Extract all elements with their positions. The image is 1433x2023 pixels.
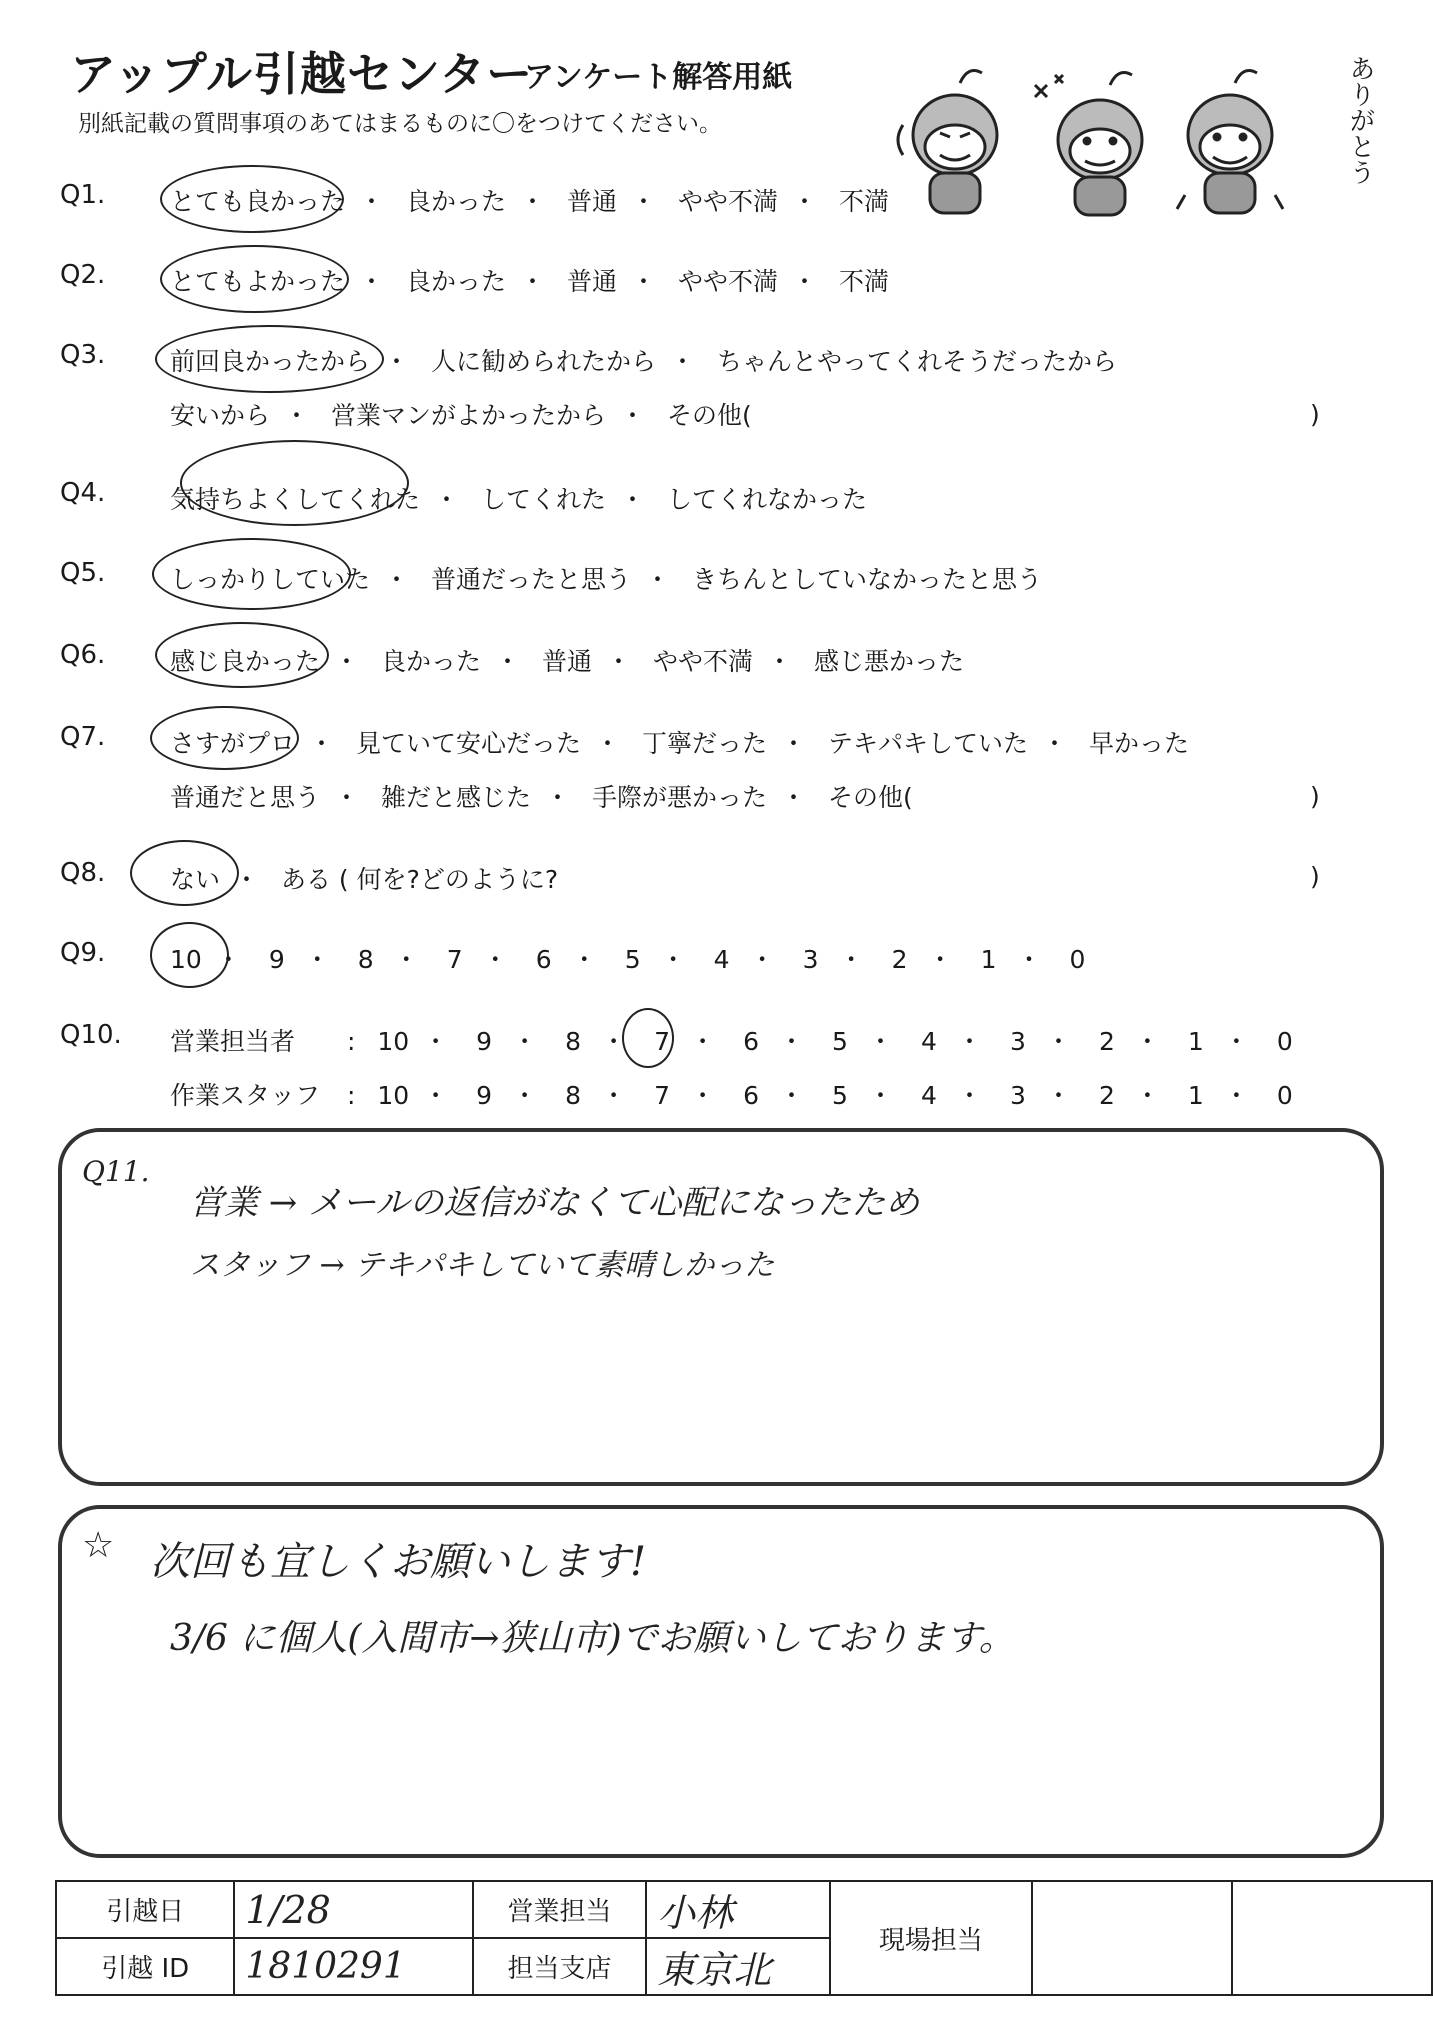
q8-label: Q8.: [60, 858, 106, 888]
q10-sales-score-1[interactable]: 1: [1187, 1027, 1204, 1056]
q9-score-10[interactable]: 10: [170, 945, 202, 974]
q6-option-1[interactable]: 感じ良かった: [170, 647, 321, 676]
q3-option-5[interactable]: 営業マンがよかったから: [330, 401, 606, 430]
q9-scale: 10 ・ 9 ・ 8 ・ 7 ・ 6 ・ 5 ・ 4 ・ 3 ・ 2 ・ 1 ・ 0: [170, 940, 1092, 976]
q2-option-1[interactable]: とてもよかった: [170, 267, 346, 296]
q7-other-close: ): [1310, 782, 1320, 811]
q9-score-6[interactable]: 6: [535, 945, 552, 974]
q3-selected-circle: [155, 325, 384, 393]
q10-sales-score-3[interactable]: 3: [1009, 1027, 1026, 1056]
q4-option-3[interactable]: してくれなかった: [666, 485, 867, 514]
q7-option-6[interactable]: 普通だと思う: [170, 783, 321, 812]
form-title: アップル引越センター: [70, 47, 534, 101]
q10-row-staff: 作業スタッフ : 10 ・ 9 ・ 8 ・ 7 ・ 6 ・ 5 ・ 4 ・ 3 ・ 2 ・ 1 ・ 0: [170, 1076, 1299, 1112]
q7-label: Q7.: [60, 722, 106, 752]
q7-option-5[interactable]: 早かった: [1088, 729, 1189, 758]
sales-rep-label: 営業担当: [473, 1881, 647, 1938]
q1-option-4[interactable]: やや不満: [677, 187, 778, 216]
q6-option-2[interactable]: 良かった: [380, 647, 481, 676]
q3-option-2[interactable]: 人に勧められたから: [430, 347, 656, 376]
q5-option-3[interactable]: きちんとしていなかったと思う: [691, 565, 1042, 594]
site-rep-cell-2[interactable]: [1232, 1881, 1432, 1995]
q9-score-1[interactable]: 1: [980, 945, 997, 974]
move-date-value[interactable]: [234, 1881, 472, 1938]
q10-row-sales: 営業担当者 : 10 ・ 9 ・ 8 ・ 7 ・ 6 ・ 5 ・ 4 ・ 3 ・ 2 ・ 1 ・ 0: [170, 1022, 1299, 1058]
move-date-label: 引越日: [56, 1881, 234, 1938]
q2-options: とてもよかった ・ 良かった ・ 普通 ・ やや不満 ・ 不満: [170, 262, 889, 298]
q9-score-8[interactable]: 8: [357, 945, 374, 974]
q3-option-6[interactable]: その他(: [666, 401, 752, 430]
branch-value[interactable]: [646, 1938, 830, 1995]
q10-staff-score-0[interactable]: 0: [1276, 1081, 1293, 1110]
branch-label: 担当支店: [473, 1938, 647, 1995]
q2-option-2[interactable]: 良かった: [405, 267, 506, 296]
move-id-value[interactable]: [234, 1938, 472, 1995]
q2-option-3[interactable]: 普通: [566, 267, 617, 296]
q6-option-3[interactable]: 普通: [541, 647, 592, 676]
q8-close: ): [1310, 862, 1320, 891]
q5-option-1[interactable]: しっかりしていた: [170, 565, 371, 594]
q7-option-1[interactable]: さすがプロ: [170, 729, 296, 758]
q8-option-2[interactable]: ある ( 何を?どのように?: [280, 865, 559, 894]
q10-staff-separator: :: [346, 1081, 356, 1110]
q4-label: Q4.: [60, 478, 106, 508]
q8-selected-circle: [130, 840, 239, 906]
q2-option-5[interactable]: 不満: [838, 267, 889, 296]
q10-staff-score-7[interactable]: 7: [654, 1081, 671, 1110]
q10-staff-score-3[interactable]: 3: [1009, 1081, 1026, 1110]
q10-sales-separator: :: [346, 1027, 356, 1056]
footer-table: [55, 1880, 1433, 1996]
note-line-1[interactable]: 次回も宜しくお願いします!: [150, 1539, 647, 1585]
q3-options-line2: 安いから ・ 営業マンがよかったから ・ その他(: [170, 396, 752, 432]
q10-staff-score-5[interactable]: 5: [832, 1081, 848, 1110]
q11-label: Q11.: [82, 1155, 150, 1188]
branch-text: 東京北: [657, 1948, 772, 1992]
instruction-text: 別紙記載の質問事項のあてはまるものに〇をつけてください。: [78, 111, 722, 137]
q1-option-5[interactable]: 不満: [838, 187, 889, 216]
q9-score-9[interactable]: 9: [268, 945, 285, 974]
q1-options: とても良かった ・ 良かった ・ 普通 ・ やや不満 ・ 不満: [170, 182, 889, 218]
q2-option-4[interactable]: やや不満: [677, 267, 778, 296]
q2-selected-circle: [160, 245, 349, 313]
q3-options-line1: 前回良かったから ・ 人に勧められたから ・ ちゃんとやってくれそうだったから: [170, 342, 1117, 378]
q1-option-3[interactable]: 普通: [566, 187, 617, 216]
q3-other-close: ): [1310, 400, 1320, 429]
form-subtitle: アンケート解答用紙: [524, 60, 793, 95]
q10-sales-score-0[interactable]: 0: [1276, 1027, 1293, 1056]
q10-sales-score-6[interactable]: 6: [743, 1027, 759, 1056]
q4-options: 気持ちよくしてくれた ・ してくれた ・ してくれなかった: [170, 480, 867, 516]
q5-selected-circle: [152, 538, 351, 610]
q7-options-line1: さすがプロ ・ 見ていて安心だった ・ 丁寧だった ・ テキパキしていた ・ 早かった: [170, 724, 1189, 760]
q10-staff-score-1[interactable]: 1: [1187, 1081, 1204, 1110]
move-date-text: 1/28: [245, 1887, 331, 1932]
q1-label: Q1.: [60, 180, 106, 210]
note-line-2[interactable]: 3/6 に個人(入間市→狭山市)でお願いしております。: [170, 1618, 1015, 1659]
q7-option-3[interactable]: 丁寧だった: [641, 729, 767, 758]
move-id-text: 1810291: [245, 1946, 406, 1987]
q2-label: Q2.: [60, 260, 106, 290]
q9-score-3[interactable]: 3: [802, 945, 819, 974]
q9-selected-circle: [150, 922, 229, 988]
q7-option-9[interactable]: その他(: [827, 783, 913, 812]
q4-selected-circle: [180, 440, 409, 526]
q10-sales-score-10[interactable]: 10: [377, 1027, 410, 1056]
q7-option-8[interactable]: 手際が悪かった: [591, 783, 767, 812]
q10-staff-label: 作業スタッフ: [170, 1081, 321, 1110]
q10-sales-score-5[interactable]: 5: [832, 1027, 848, 1056]
site-rep-label: 現場担当: [830, 1881, 1032, 1995]
q9-score-0[interactable]: 0: [1069, 945, 1086, 974]
q10-staff-score-9[interactable]: 9: [476, 1081, 493, 1110]
q4-option-2[interactable]: してくれた: [480, 485, 606, 514]
q10-sales-score-2[interactable]: 2: [1098, 1027, 1115, 1056]
q8-option-1[interactable]: ない: [170, 865, 221, 894]
q10-staff-score-10[interactable]: 10: [377, 1081, 410, 1110]
q10-sales-score-8[interactable]: 8: [565, 1027, 582, 1056]
q10-sales-selected-circle: [622, 1008, 674, 1068]
site-rep-cell-1[interactable]: [1032, 1881, 1232, 1995]
q10-sales-label: 営業担当者: [170, 1027, 296, 1056]
q6-selected-circle: [155, 622, 329, 688]
q10-staff-score-4[interactable]: 4: [921, 1081, 937, 1110]
q11-comment-line-1[interactable]: 営業 → メールの返信がなくて心配になったため: [190, 1183, 920, 1223]
q9-label: Q9.: [60, 938, 106, 968]
q9-score-2[interactable]: 2: [891, 945, 908, 974]
q7-options-line2: 普通だと思う ・ 雑だと感じた ・ 手際が悪かった ・ その他(: [170, 778, 913, 814]
q3-option-4[interactable]: 安いから: [170, 401, 271, 430]
q3-option-3[interactable]: ちゃんとやってくれそうだったから: [716, 347, 1117, 376]
q5-options: しっかりしていた ・ 普通だったと思う ・ きちんとしていなかったと思う: [170, 560, 1042, 596]
q4-option-1[interactable]: 気持ちよくしてくれた: [170, 485, 421, 514]
q11-comment-line-2[interactable]: スタッフ → テキパキしていて素晴しかった: [190, 1248, 775, 1283]
q10-label: Q10.: [60, 1020, 122, 1050]
q10-sales-score-4[interactable]: 4: [921, 1027, 937, 1056]
mascot-illustration: [885, 55, 1365, 225]
q10-staff-score-8[interactable]: 8: [565, 1081, 582, 1110]
q7-option-2[interactable]: 見ていて安心だった: [355, 729, 581, 758]
q8-options: ない ・ ある ( 何を?どのように?: [170, 860, 558, 896]
q6-option-5[interactable]: 感じ悪かった: [813, 647, 964, 676]
q10-sales-score-9[interactable]: 9: [476, 1027, 493, 1056]
sales-rep-value[interactable]: [646, 1881, 830, 1938]
q10-staff-score-2[interactable]: 2: [1098, 1081, 1115, 1110]
sales-rep-text: 小林: [657, 1891, 734, 1935]
q6-label: Q6.: [60, 640, 106, 670]
q1-selected-circle: [160, 165, 344, 233]
q7-selected-circle: [150, 706, 299, 770]
q3-option-1[interactable]: 前回良かったから: [170, 347, 371, 376]
q3-label: Q3.: [60, 340, 106, 370]
q6-options: 感じ良かった ・ 良かった ・ 普通 ・ やや不満 ・ 感じ悪かった: [170, 642, 964, 678]
q10-staff-score-6[interactable]: 6: [743, 1081, 759, 1110]
star-icon: ☆: [82, 1525, 115, 1566]
q10-sales-score-7[interactable]: 7: [654, 1027, 671, 1056]
q7-option-7[interactable]: 雑だと感じた: [380, 783, 531, 812]
q7-option-4[interactable]: テキパキしていた: [827, 729, 1028, 758]
q5-label: Q5.: [60, 558, 106, 588]
q5-option-2[interactable]: 普通だったと思う: [430, 565, 631, 594]
mascot-caption: ありがとう: [1345, 55, 1375, 185]
q1-option-1[interactable]: とても良かった: [170, 187, 346, 216]
q9-score-4[interactable]: 4: [713, 945, 730, 974]
q9-score-5[interactable]: 5: [624, 945, 641, 974]
q6-option-4[interactable]: やや不満: [652, 647, 753, 676]
q1-option-2[interactable]: 良かった: [405, 187, 506, 216]
move-id-label: 引越 ID: [56, 1938, 234, 1995]
q9-score-7[interactable]: 7: [446, 945, 463, 974]
